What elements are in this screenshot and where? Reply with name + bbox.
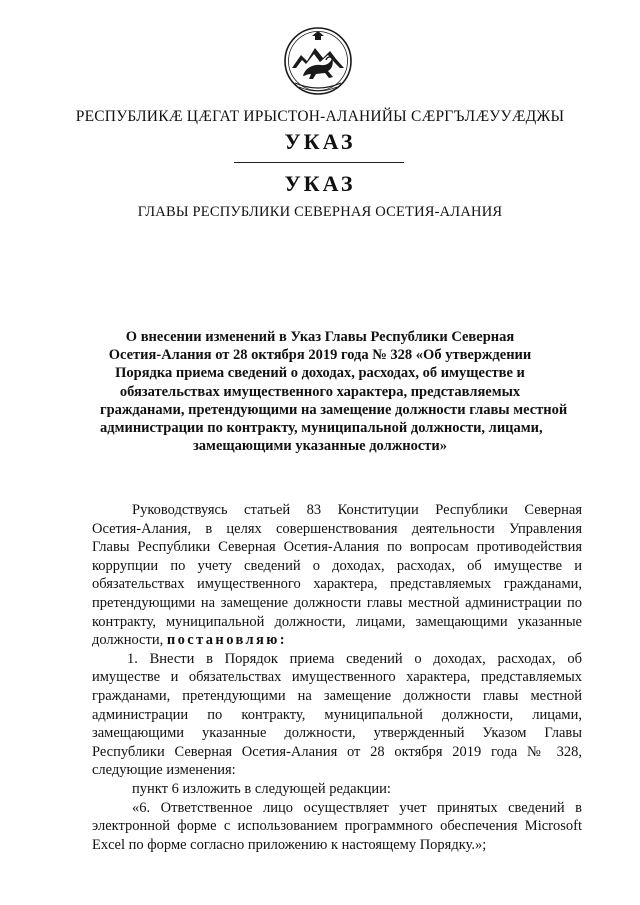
point6-intro: пункт 6 изложить в следующей редакции: — [132, 780, 391, 797]
title-line: О внесении изменений в Указ Главы Республики Северная — [125, 329, 515, 345]
head-of-republic-russian: ГЛАВЫ РЕСПУБЛИКИ СЕВЕРНАЯ ОСЕТИЯ-АЛАНИЯ — [137, 204, 503, 220]
title-line: обязательствах имущественного характера, представляемых — [119, 383, 521, 400]
point6-line: «6. Ответственное лицо осуществляет учет принятых сведений в — [132, 799, 582, 816]
preamble-line: коррупции по учету сведений о доходах, расходах, об имуществе и — [92, 557, 582, 574]
title-line: гражданами, претендующими на замещение должности главы местной — [100, 401, 568, 418]
item1-line: имуществе и обязательствах имущественного характера, представляемых — [92, 669, 582, 686]
preamble-line: Главы Республики Северная Осетия-Алания по вопросам противодействия — [92, 539, 582, 556]
preamble-last-words: должности, — [92, 632, 164, 649]
item1-line: 1. Внести в Порядок приема сведений о доходах, расходах, об — [127, 650, 582, 667]
preamble-line: контракту, муниципальной должности, лицами, замещающими указанные — [92, 613, 582, 630]
item1-line: Республики Северная Осетия-Алания от 28 октября 2019 года № 328, — [92, 743, 582, 760]
item1-line: замещающими указанные должности, утвержденный Указом Главы — [92, 725, 582, 742]
preamble-line: Руководствуясь статьей 83 Конституции Республики Северная — [132, 502, 582, 518]
decree-word: постановляю: — [166, 632, 288, 649]
republic-name-ossetian: РЕСПУБЛИКӔ ЦӔГАТ ИРЫСТОН-АЛАНИЙЫ СӔРГЪЛӔУУӔДЖЫ — [75, 108, 565, 125]
title-line: Порядка приема сведений о доходах, расходах, об имуществе и — [115, 365, 525, 382]
decree-label-ossetian: УКАЗ — [284, 129, 356, 154]
point6-line: электронной форме с использованием программного обеспечения Microsoft — [92, 818, 582, 835]
decree-title — [100, 328, 568, 455]
title-line: Осетия-Алания от 28 октября 2019 года № 328 «Об утверждении — [108, 347, 532, 364]
preamble-line: Осетия-Алания, в целях совершенствования деятельности Управления — [92, 520, 582, 537]
preamble-line: обязательствах имущественного характера, представляемых гражданами, — [92, 576, 582, 593]
decree-body — [92, 501, 582, 854]
title-line: администрации по контракту, муниципальной должности, лицами, — [100, 420, 543, 437]
item1-line: гражданами, претендующими на замещение должности главы местной — [92, 687, 582, 704]
header-divider — [234, 162, 404, 163]
preamble-line: претендующими на замещение должности главы местной администрации по — [92, 594, 582, 611]
decree-label-russian: УКАЗ — [284, 171, 356, 196]
coat-of-arms-icon — [283, 24, 353, 96]
item1-last-line: следующие изменения: — [92, 762, 236, 779]
preamble-closing-line — [92, 631, 582, 650]
item1-line: администрации по контракту, муниципальной должности, лицами, — [92, 706, 582, 723]
point6-last-line: Excel по форме согласно приложению к настоящему Порядку.»; — [92, 836, 487, 853]
title-line: замещающими указанные должности» — [192, 438, 448, 455]
